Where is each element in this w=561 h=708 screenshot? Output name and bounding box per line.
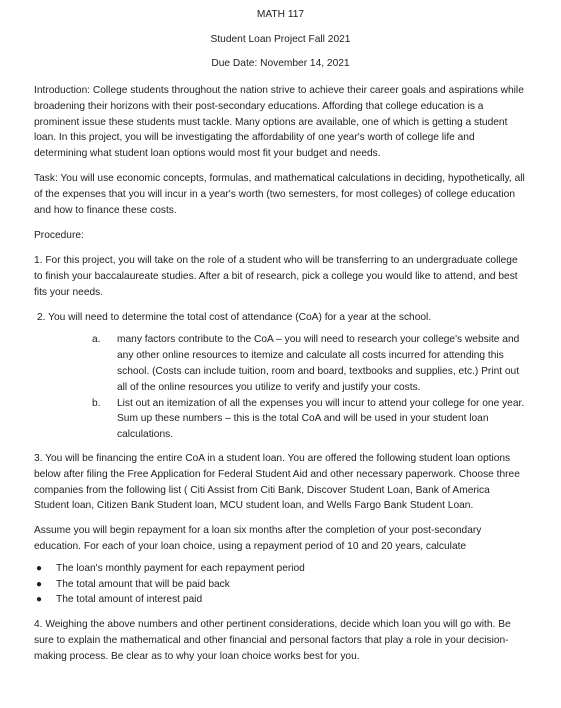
step-2-paragraph: 2. You will need to determine the total cost of attendance (CoA) for a year at the school. [37,311,432,323]
bullet-icon: ● [36,562,43,574]
assumption-paragraph: Assume you will begin repayment for a loan six months after the completion of your post-secondary education. For each of your loan choice, using a repayment period of 10 and 20 years, calculate [34,525,482,552]
step-1-paragraph: 1. For this project, you will take on the role of a student who will be transferring to an undergraduate college to finish your baccalaureate studies. After a bit of research, pick a college you would like to attend, and best fits your needs. [34,255,518,298]
introduction-paragraph: Introduction: College students throughout the nation strive to achieve their career goals and aspirations while broadening their horizons with their post-secondary educations. Affording that college education is a prominent issue these students must tackle. Many options are available, one of which is getting a student loan. In this project, you will be investigating the affordability of one year's worth of college life and determining what student loan options would most fit your budget and needs. [34,85,524,160]
due-date: Due Date: November 14, 2021 [211,58,350,69]
step-2-item-b [92,396,527,443]
bullet-icon: ● [36,578,43,590]
task-paragraph: Task: You will use economic concepts, formulas, and mathematical calculations in deciding, hypothetically, all of the expenses that you will incur in a year's worth (two semesters, for most colleges) of college education and how to finance these costs. [34,172,525,216]
bullet-item [36,577,527,593]
list-item-text: List out an itemization of all the expenses you will incur to attend your college for one year. Sum up these numbers – this is the total CoA and will be used in your student loan calculations. [117,397,525,441]
list-marker: b. [92,397,101,409]
step-2-sublist [92,332,527,443]
project-title: Student Loan Project Fall 2021 [210,34,351,45]
document-page [0,8,561,708]
step-4-paragraph: 4. Weighing the above numbers and other pertinent considerations, decide which loan you will go with. Be sure to explain the mathematical and other financial and personal factors that play a role in your decision-making process. Be clear as to why your loan choice works best for you. [34,619,511,662]
course-title: MATH 117 [256,9,305,20]
step-2-item-a [92,332,527,395]
list-item-text: many factors contribute to the CoA – you will need to research your college's website and any other online resources to itemize and calculate all costs incurred for attending this school. (Costs can include tuition, room and board, textbooks and supplies, etc.) Print out all of the online resources you utilize to verify and justify your costs. [117,334,520,393]
calculation-bullet-list [34,561,527,608]
list-marker: a. [92,334,101,346]
bullet-text: The loan's monthly payment for each repayment period [56,562,305,574]
bullet-text: The total amount of interest paid [56,594,203,606]
bullet-icon: ● [36,594,43,606]
procedure-heading: Procedure: [34,230,84,242]
bullet-item [36,561,527,577]
bullet-item [36,592,527,608]
step-3-paragraph: 3. You will be financing the entire CoA in a student loan. You are offered the following student loan options below after filing the Free Application for Federal Student Aid and other necessary paperwork. Choose three companies from the following list ( Citi Assist from Citi Bank, Discover Student Loan, Bank of America Student loan, Citizen Bank Student loan, MCU student loan, and Wells Fargo Bank Student Loan. [34,452,520,512]
bullet-text: The total amount that will be paid back [56,578,230,590]
